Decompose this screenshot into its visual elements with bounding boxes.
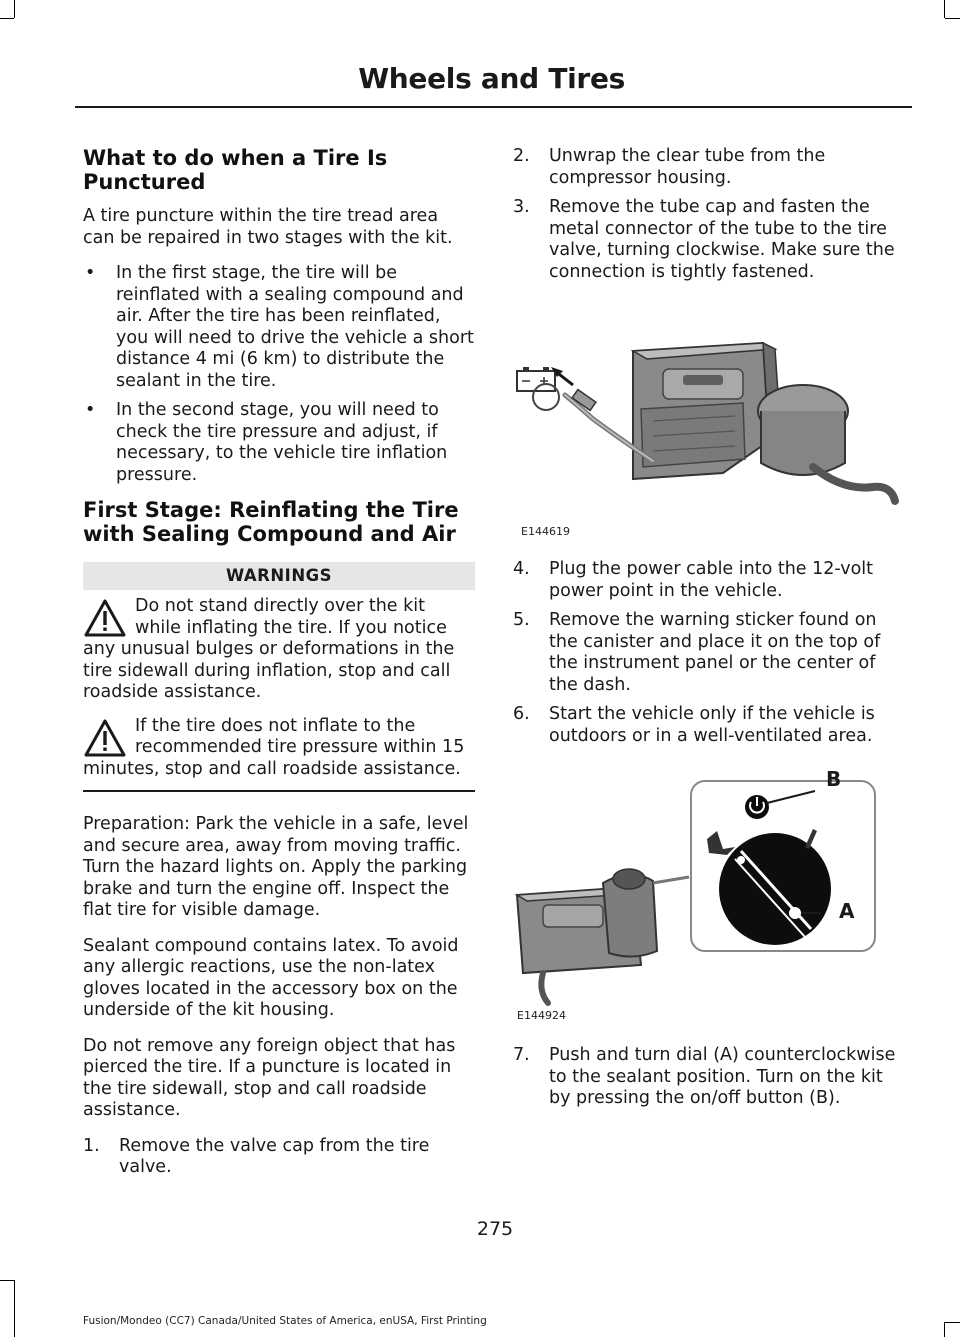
page-title: Wheels and Tires bbox=[358, 62, 625, 95]
list-item: 2. Unwrap the clear tube from the compressor housing. bbox=[513, 146, 826, 188]
crop-mark bbox=[14, 0, 15, 18]
figure-code: E144924 bbox=[517, 1009, 566, 1022]
crop-mark bbox=[14, 1280, 15, 1337]
foreign-object-paragraph: Do not remove any foreign object that has pierced the tire. If a puncture is located in the tire sidewall, stop and call roadside assistance. bbox=[83, 1035, 456, 1120]
warnings-divider bbox=[83, 790, 475, 792]
compressor-illustration bbox=[513, 291, 908, 541]
crop-mark bbox=[0, 18, 14, 19]
crop-mark bbox=[944, 0, 945, 18]
list-item: 6. Start the vehicle only if the vehicle is outdoors or in a well-ventilated area. bbox=[513, 704, 875, 746]
dial-illustration bbox=[513, 755, 908, 1025]
dial-figure bbox=[513, 755, 908, 1045]
warnings-header: WARNINGS bbox=[83, 562, 475, 590]
crop-mark bbox=[945, 1322, 960, 1323]
steps-list bbox=[513, 146, 908, 283]
crop-mark bbox=[944, 1322, 945, 1337]
warning-triangle-icon bbox=[83, 718, 127, 758]
bullet-icon: • bbox=[85, 400, 96, 420]
callout-a: A bbox=[839, 899, 855, 923]
list-item: 3. Remove the tube cap and fasten the metal connector of the tube to the tire valve, turning clockwise. Make sure the connection is tightly fastened. bbox=[513, 197, 895, 282]
compressor-tube-figure bbox=[513, 291, 908, 559]
list-item: • In the second stage, you will need to check the tire pressure and adjust, if necessary, to the vehicle tire inflation pressure. bbox=[85, 400, 448, 485]
list-item: 4. Plug the power cable into the 12-volt power point in the vehicle. bbox=[513, 559, 874, 601]
stage-list bbox=[83, 263, 475, 486]
warning-triangle-icon bbox=[83, 598, 127, 638]
list-item: 1. Remove the valve cap from the tire valve. bbox=[83, 1135, 430, 1177]
right-column bbox=[513, 146, 908, 1118]
steps-list bbox=[513, 559, 908, 747]
list-item: • In the first stage, the tire will be reinflated with a sealing compound and air. After the tire has been reinflated, you will need to drive the vehicle a short distance 4 mi (6 km) to distribute the sealant in the tire. bbox=[85, 263, 474, 391]
list-item: 7. Push and turn dial (A) counterclockwise to the sealant position. Turn on the kit by pressing the on/off button (B). bbox=[513, 1045, 896, 1108]
page-number: 275 bbox=[476, 1218, 514, 1240]
latex-paragraph: Sealant compound contains latex. To avoid any allergic reactions, use the non-latex gloves located in the accessory box on the underside of the kit housing. bbox=[83, 935, 459, 1020]
crop-mark bbox=[945, 18, 960, 19]
callout-b: B bbox=[826, 767, 842, 791]
footer-text: Fusion/Mondeo (CC7) Canada/United States of America, enUSA, First Printing bbox=[83, 1315, 487, 1327]
left-column bbox=[83, 146, 475, 1187]
steps-list bbox=[513, 1045, 908, 1110]
steps-list bbox=[83, 1136, 475, 1179]
intro-paragraph: A tire puncture within the tire tread area can be repaired in two stages with the kit. bbox=[83, 206, 453, 248]
bullet-icon: • bbox=[85, 263, 96, 283]
warning-block: Do not stand directly over the kit while inflating the tire. If you notice any unusual bulges or deformations in the tire sidewall during inflation, stop and call roadside assistance. bbox=[83, 596, 455, 702]
figure-code: E144619 bbox=[521, 525, 570, 538]
header-divider bbox=[75, 106, 912, 108]
crop-mark bbox=[0, 1280, 14, 1281]
list-item: 5. Remove the warning sticker found on the canister and place it on the top of the instrument panel or the center of the dash. bbox=[513, 610, 881, 695]
warning-block: If the tire does not inflate to the recommended tire pressure within 15 minutes, stop and call roadside assistance. bbox=[83, 715, 465, 779]
section-heading: First Stage: Reinflating the Tire with Sealing Compound and Air bbox=[83, 498, 459, 546]
preparation-paragraph: Preparation: Park the vehicle in a safe, level and secure area, away from moving traffic. Turn the hazard lights on. Apply the parking brake and turn the engine off. Inspect the flat tire for visible damage. bbox=[83, 814, 469, 920]
section-heading: What to do when a Tire Is Punctured bbox=[83, 146, 388, 194]
